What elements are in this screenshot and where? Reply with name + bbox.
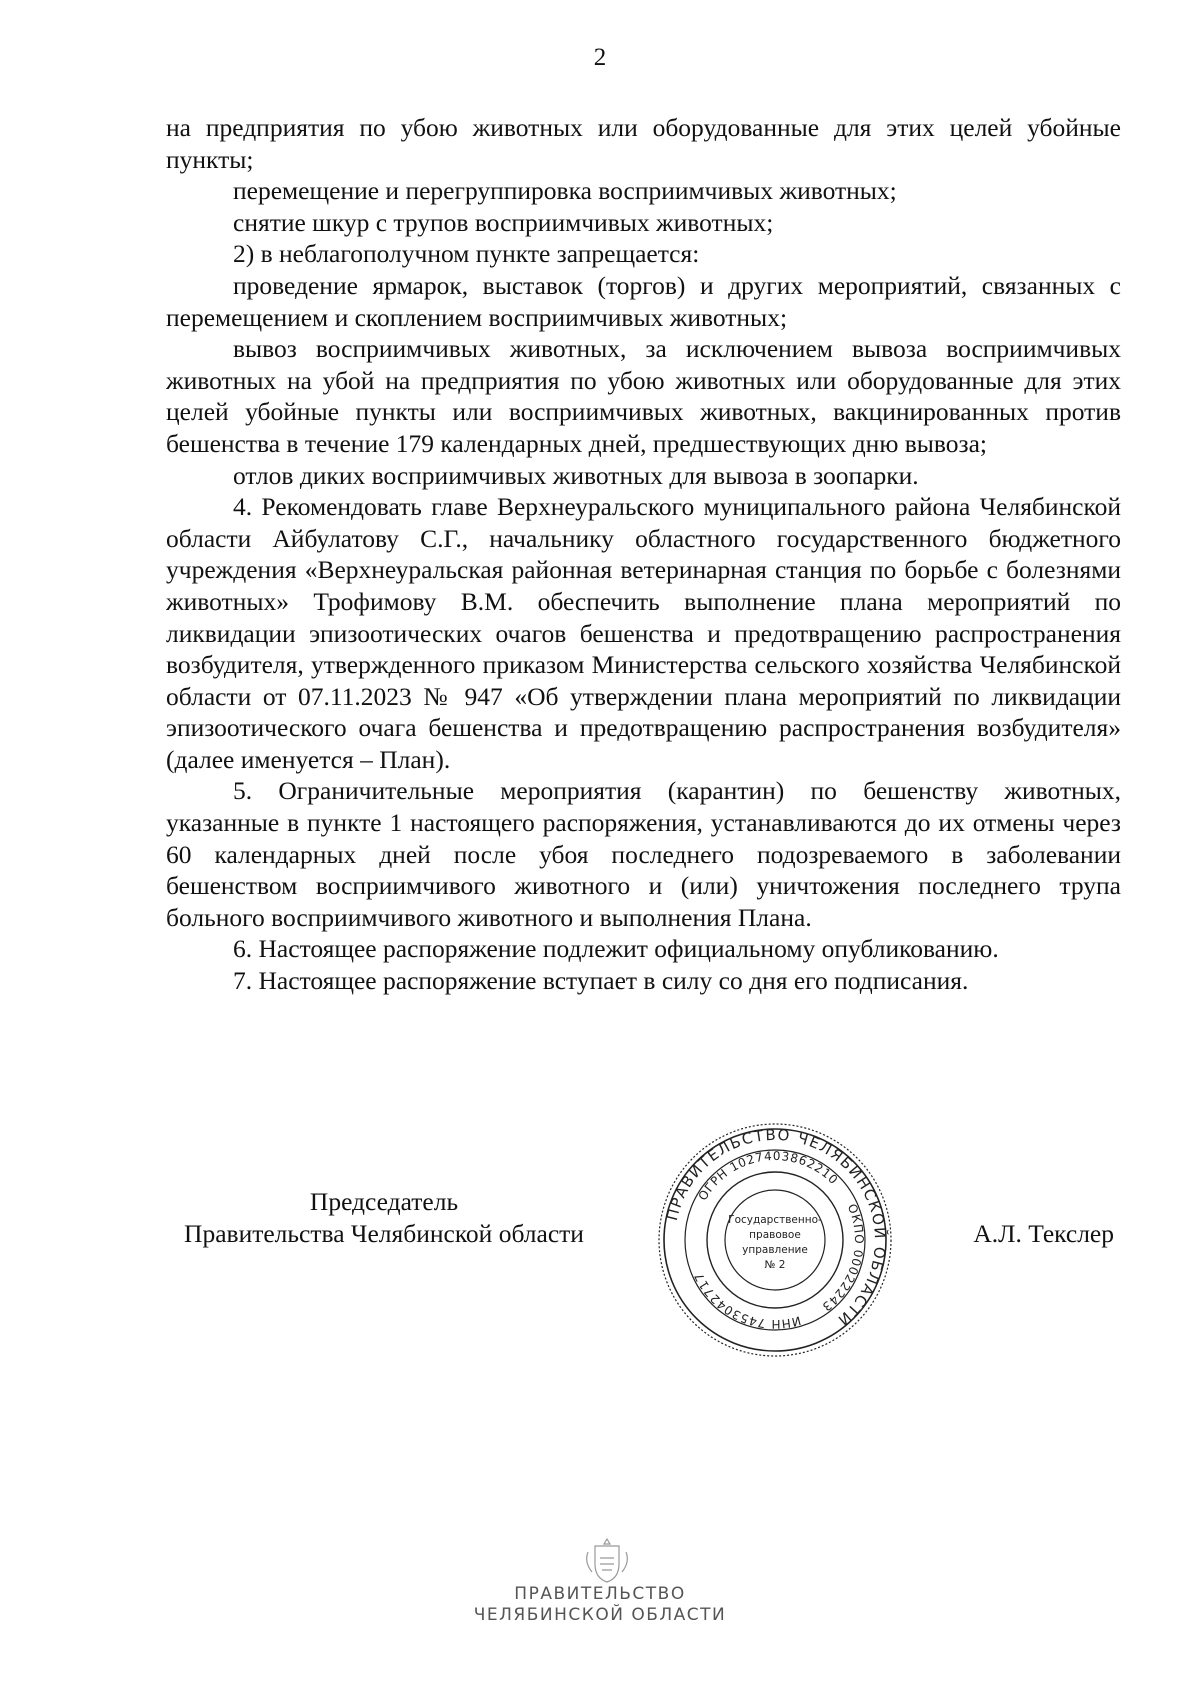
seal-center-line: правовое <box>749 1229 801 1241</box>
signer-position-line: Председатель <box>309 1187 459 1216</box>
list-item: снятие шкур с трупов восприимчивых животных; <box>233 207 774 237</box>
seal-outer-text: ПРАВИТЕЛЬСТВО ЧЕЛЯБИНСКОЙ ОБЛАСТИ <box>662 1125 890 1330</box>
list-item: 2) в неблагополучном пункте запрещается: <box>233 239 700 269</box>
footer-line: ПРАВИТЕЛЬСТВО <box>514 1584 686 1604</box>
seal-ogrn: ОГРН 1027403862210 <box>695 1148 842 1203</box>
footer-line: ЧЕЛЯБИНСКОЙ ОБЛАСТИ <box>473 1605 727 1625</box>
list-item: отлов диких восприимчивых животных для вывоза в зоопарки. <box>233 460 919 490</box>
paragraph-item-5: 5. Ограничительные мероприятия (карантин) по бешенству животных, указанные в пункте 1 настоящего распоряжения, устанавливаются до их отмены через 60 календарных дней после убоя последнего подозреваемого в заболевании бешенством восприимчивого животного и (или) уничтожения последнего трупа больного восприимчивого животного и выполнения Плана. <box>166 776 1121 932</box>
list-item: вывоз восприимчивых животных, за исключением вывоза восприимчивых животных на убой на предприятия по убою животных или оборудованные для этих целей убойные пункты или восприимчивых животных, вакцинированных против бешенства в течение 179 календарных дней, предшествующих дню вывоза; <box>166 334 1121 458</box>
signer-position <box>164 1186 604 1250</box>
list-item: перемещение и перегруппировка восприимчивых животных; <box>233 176 897 206</box>
signer-name: А.Л. Текслер <box>973 1219 1114 1248</box>
seal-okpo: ОКПО 00022243 <box>819 1201 867 1315</box>
svg-text:ИНН 7453042717 <box>691 1270 802 1331</box>
footer-organization <box>0 1584 1200 1626</box>
seal-stamp-icon <box>655 1120 895 1360</box>
list-item: проведение ярмарок, выставок (торгов) и других мероприятий, связанных с перемещением и скоплением восприимчивых животных; <box>166 270 1121 332</box>
paragraph-item-7: 7. Настоящее распоряжение вступает в силу со дня его подписания. <box>233 966 969 996</box>
seal-inn: ИНН 7453042717 <box>691 1269 803 1332</box>
official-seal <box>655 1120 895 1360</box>
signer-position-line: Правительства Челябинской области <box>184 1219 584 1248</box>
seal-center-line: Государственно- <box>728 1214 822 1226</box>
seal-center-line: № 2 <box>764 1259 786 1271</box>
seal-center-line: управление <box>742 1244 808 1256</box>
coat-of-arms-icon <box>582 1534 632 1586</box>
paragraph-item-6: 6. Настоящее распоряжение подлежит официальному опубликованию. <box>233 934 999 964</box>
paragraph-continuation: на предприятия по убою животных или оборудованные для этих целей убойные пункты; <box>166 113 1121 174</box>
signature-block <box>0 1186 1200 1246</box>
paragraph-item-4: 4. Рекомендовать главе Верхнеуральского муниципального района Челябинской области Айбулатову С.Г., начальнику областного государственного бюджетного учреждения «Верхнеуральская районная ветеринарная станция по борьбе с болезнями животных» Трофимову В.М. обеспечить выполнение плана мероприятий по ликвидации эпизоотических очагов бешенства и предотвращению распространения возбудителя, утвержденного приказом Министерства сельского хозяйства Челябинской области от 07.11.2023 № 947 «Об утверждении плана мероприятий по ликвидации эпизоотического очага бешенства и предотвращению распространения возбудителя» (далее именуется – План). <box>166 492 1121 774</box>
page-number: 2 <box>593 44 607 71</box>
document-body <box>166 112 1121 997</box>
